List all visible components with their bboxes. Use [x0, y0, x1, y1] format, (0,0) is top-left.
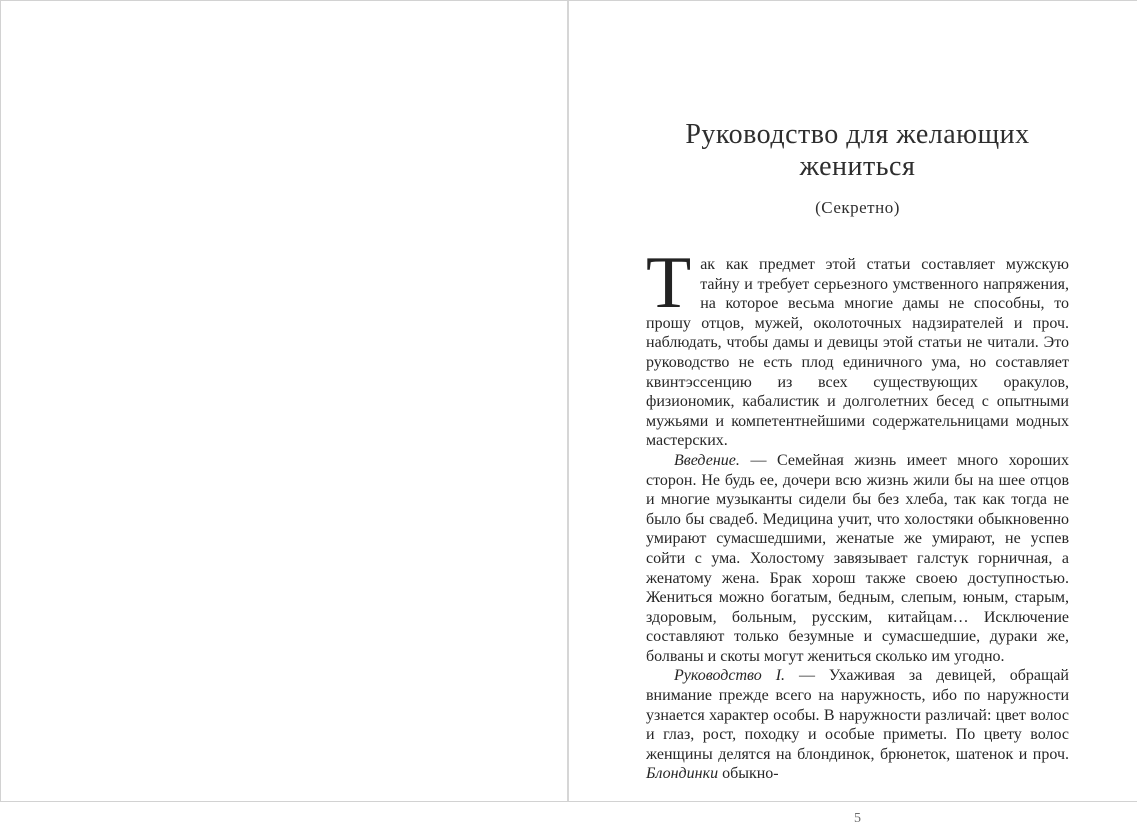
drop-cap: Т [646, 242, 692, 324]
paragraph-1 [646, 242, 1069, 451]
paragraph-3-text-2: обыкно- [718, 765, 779, 783]
paragraph-1-text: ак как предмет этой статьи составляет мужскую тайну и требует серьезного умственного напряжения, на которое весьма многие дамы не способны, то прошу отцов, мужей, околоточных надзирателей и проч. наблюдать, чтобы дамы и девицы этой статьи не читали. Это руководство не есть плод единичного ума, но составляет квинтэссенцию из всех существующих оракулов, физиономик, кабалистик и долголетних бесед с опытными мужьями и компетентнейшими содержательницами модных мастерских. [646, 256, 1069, 450]
paragraph-2-text: — Семейная жизнь имеет много хороших сторон. Не будь ее, дочери всю жизнь жили бы на шее отцов и многие музыканты сидели бы без хлеба, так как тогда не было бы свадеб. Медицина учит, что холостяки обыкновенно умирают сумасшедшими, женатые же умирают, не успев сойти с ума. Холостому завязывает галстук горничная, а женатому жена. Брак хорош также своею доступностью. Жениться можно богатым, бедным, слепым, юным, старым, здоровым, больным, русским, китайцам… Исключение составляют только безумные и сумасшедшие, дураки же, болваны и скоты могут жениться сколько им угодно. [646, 451, 1069, 665]
body-text [646, 242, 1069, 784]
paragraph-3-lead: Руководство I. [674, 667, 786, 685]
paragraph-2 [646, 451, 1069, 667]
paragraph-2-lead: Введение. [674, 451, 740, 469]
paragraph-3-text-1: — Ухаживая за девицей, обращай внимание прежде всего на наружность, ибо по наружности узнается характер особы. В наружности различай: цвет волос и глаз, рост, походку и особые приметы. По цвету волос женщины делятся на блондинок, брюнеток, шатенок и проч. [646, 667, 1069, 763]
chapter-title: Руководство для желающих жениться [685, 119, 1030, 182]
page-number: 5 [854, 811, 861, 827]
page-left-blank [1, 1, 567, 801]
paragraph-3-italic-word: Блондинки [646, 765, 719, 783]
paragraph-3 [646, 666, 1069, 784]
page-right [569, 1, 1138, 827]
chapter-subtitle: (Секретно) [815, 198, 900, 217]
